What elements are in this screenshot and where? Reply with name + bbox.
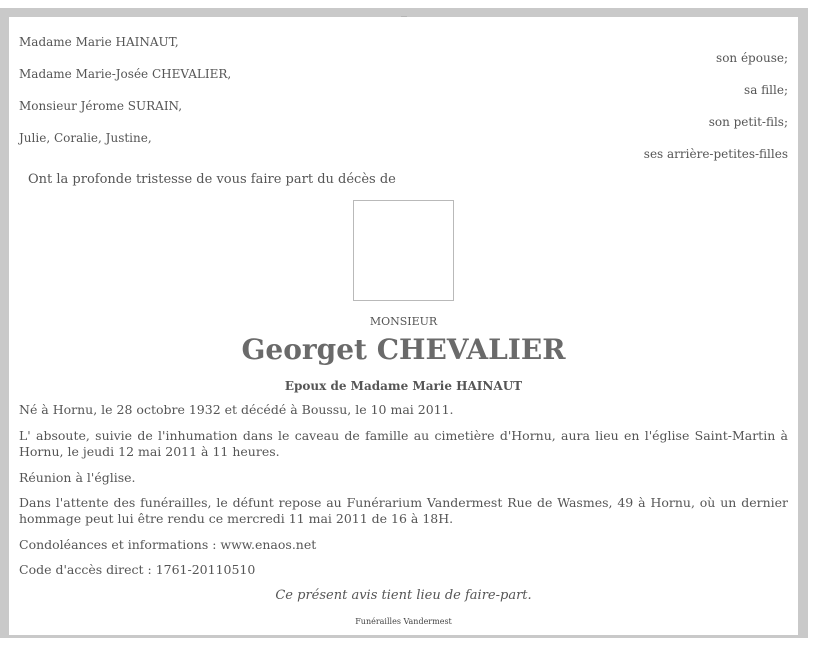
access-code-paragraph: Code d'accès direct : 1761-20110510 — [19, 562, 256, 577]
notice-statement: Ce présent avis tient lieu de faire-part. — [275, 588, 532, 603]
funeral-home-paragraph: Dans l'attente des funérailles, le défunt repose au Funérarium Vandermest Rue de Wasmes, 49 à Hornu, où un dernier hommage peut lui être rendu ce mercredi 11 mai 2011 de 16 à 18H. — [19, 495, 788, 526]
deceased-photo-placeholder — [353, 200, 454, 301]
family-member-name: Madame Marie-Josée CHEVALIER, — [19, 67, 232, 81]
family-member-relation: son petit-fils; — [708, 115, 788, 129]
death-notice — [9, 17, 798, 635]
family-member-relation: son épouse; — [716, 51, 788, 65]
family-member-name: Madame Marie HAINAUT, — [19, 35, 179, 49]
deceased-name: Georget CHEVALIER — [241, 333, 566, 366]
condolences-paragraph: Condoléances et informations : www.enaos.net — [19, 537, 317, 552]
family-member-relation: ses arrière-petites-filles — [643, 147, 788, 161]
family-member-relation: sa fille; — [744, 83, 788, 97]
spouse-line: Epoux de Madame Marie HAINAUT — [284, 379, 523, 393]
ceremony-paragraph: L' absoute, suivie de l'inhumation dans le caveau de famille au cimetière d'Hornu, aura lieu en l'église Saint-Martin à Hornu, le jeudi 12 mai 2011 à 11 heures. — [19, 428, 788, 459]
funeral-home-footer: Funérailles Vandermest — [355, 617, 452, 626]
family-member-name: Julie, Coralie, Justine, — [19, 131, 152, 145]
birth-death-paragraph: Né à Hornu, le 28 octobre 1932 et décédé à Boussu, le 10 mai 2011. — [19, 402, 454, 417]
announcement-intro: Ont la profonde tristesse de vous faire part du décès de — [28, 172, 396, 187]
meeting-paragraph: Réunion à l'église. — [19, 470, 136, 485]
civility-title: MONSIEUR — [369, 315, 438, 328]
family-member-name: Monsieur Jérome SURAIN, — [19, 99, 183, 113]
